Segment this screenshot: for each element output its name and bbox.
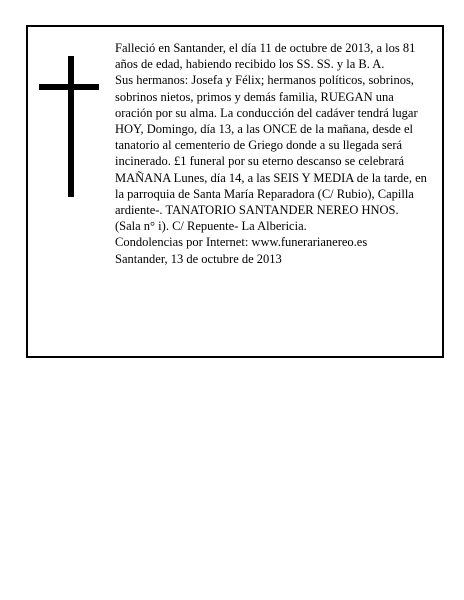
death-announcement: Falleció en Santander, el día 11 de octubre de 2013, a los 81 años de edad, habiendo recibido los SS. SS. y la B. A. [115, 41, 416, 72]
notice-body [115, 40, 427, 267]
family-and-funeral-details: Sus hermanos: Josefa y Félix; hermanos políticos, sobrinos, sobrinos nietos, primos y demás familia, RUEGAN una oración por su alma. La conducción del cadáver tendrá lugar HOY, Domingo, día 13, a las ONCE de la mañana, desde el tanatorio al cementerio de Griego donde a su llegada será incinerado. £1 funeral por su eterno descanso se celebrará MAÑANA Lunes, día 14, a las SEIS Y MEDIA de la tarde, en la parroquia de Santa María Reparadora (C/ Rubio), Capilla ardiente-. TANATORIO SANTANDER NEREO HNOS. (Sala n° i). C/ Repuente- La Albericia. [115, 73, 427, 234]
condolences-line: Condolencias por Internet: www.funerarianereo.es [115, 235, 368, 250]
cross-icon [68, 56, 74, 197]
cross-icon-bar [39, 84, 99, 90]
obituary-notice [26, 25, 444, 358]
place-and-date: Santander, 13 de octubre de 2013 [115, 251, 282, 266]
